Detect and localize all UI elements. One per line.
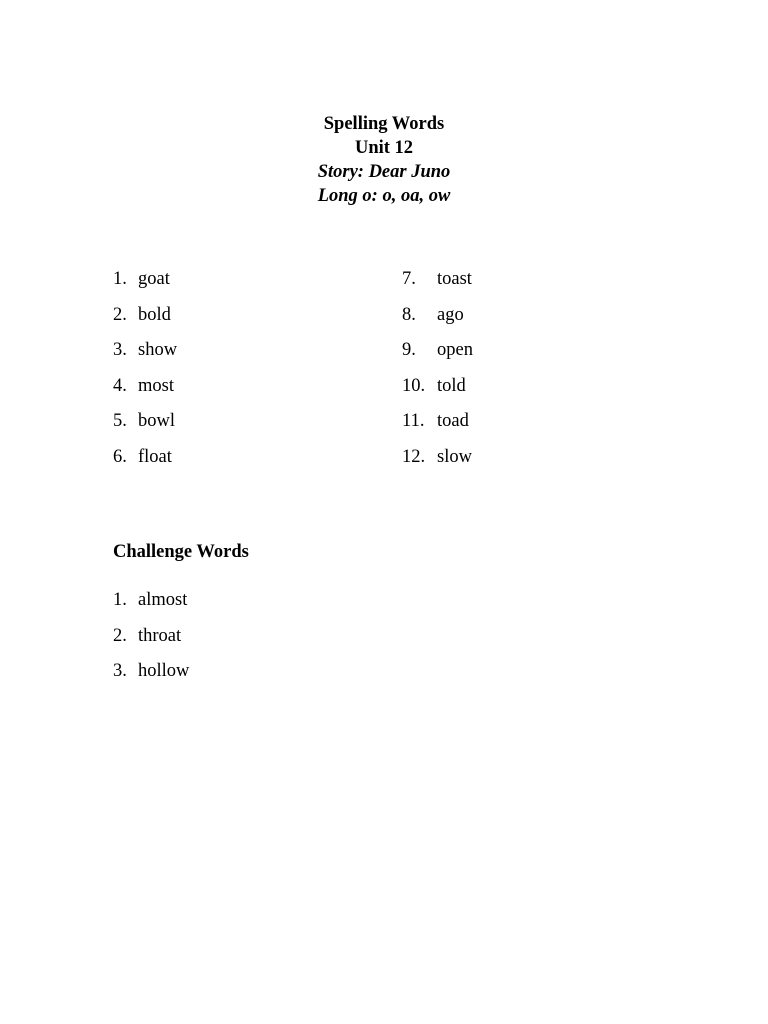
spelling-word: slow xyxy=(437,446,472,467)
item-number: 9. xyxy=(402,340,416,361)
list-item xyxy=(113,374,177,410)
item-number: 7. xyxy=(402,269,416,289)
unit-label: Unit 12 xyxy=(354,138,414,158)
item-number: 12. xyxy=(402,446,426,467)
spelling-word: float xyxy=(138,446,172,467)
list-item xyxy=(402,409,473,445)
list-item xyxy=(113,303,177,339)
list-item xyxy=(402,303,473,339)
spelling-word: open xyxy=(437,340,473,361)
challenge-heading: Challenge Words xyxy=(113,542,249,562)
spelling-word: ago xyxy=(437,304,464,325)
spelling-word: most xyxy=(138,375,174,396)
spelling-word: told xyxy=(437,375,466,396)
word-list-left xyxy=(113,267,177,481)
spelling-word: toast xyxy=(437,269,472,289)
list-item xyxy=(402,267,473,303)
spelling-word: toad xyxy=(437,411,469,432)
item-number: 3. xyxy=(113,340,127,361)
item-number: 2. xyxy=(113,625,127,646)
item-number: 6. xyxy=(113,446,127,467)
list-item xyxy=(113,624,189,660)
story-label: Story: Dear Juno xyxy=(317,162,451,182)
challenge-word-list xyxy=(113,588,189,695)
pattern-label: Long o: o, oa, ow xyxy=(317,186,451,206)
list-item xyxy=(113,267,177,303)
list-item xyxy=(113,588,189,624)
list-item xyxy=(113,445,177,481)
list-item xyxy=(402,338,473,374)
item-number: 4. xyxy=(113,375,127,396)
list-item xyxy=(402,445,473,481)
item-number: 1. xyxy=(113,269,127,289)
page-title: Spelling Words xyxy=(323,114,445,134)
item-number: 3. xyxy=(113,661,127,682)
item-number: 5. xyxy=(113,411,127,432)
item-number: 2. xyxy=(113,304,127,325)
spelling-word: bowl xyxy=(138,411,175,432)
spelling-word: show xyxy=(138,340,178,361)
list-item xyxy=(113,659,189,695)
spelling-word: goat xyxy=(138,269,170,289)
spelling-word: bold xyxy=(138,304,171,325)
list-item xyxy=(113,338,177,374)
list-item xyxy=(113,409,177,445)
list-item xyxy=(402,374,473,410)
item-number: 1. xyxy=(113,590,127,610)
challenge-word: almost xyxy=(138,590,188,610)
item-number: 8. xyxy=(402,304,416,325)
word-list-right xyxy=(402,267,473,481)
document-header xyxy=(0,112,768,208)
challenge-word: hollow xyxy=(138,661,190,682)
item-number: 10. xyxy=(402,375,426,396)
challenge-word: throat xyxy=(138,625,182,646)
item-number: 11. xyxy=(402,411,425,432)
